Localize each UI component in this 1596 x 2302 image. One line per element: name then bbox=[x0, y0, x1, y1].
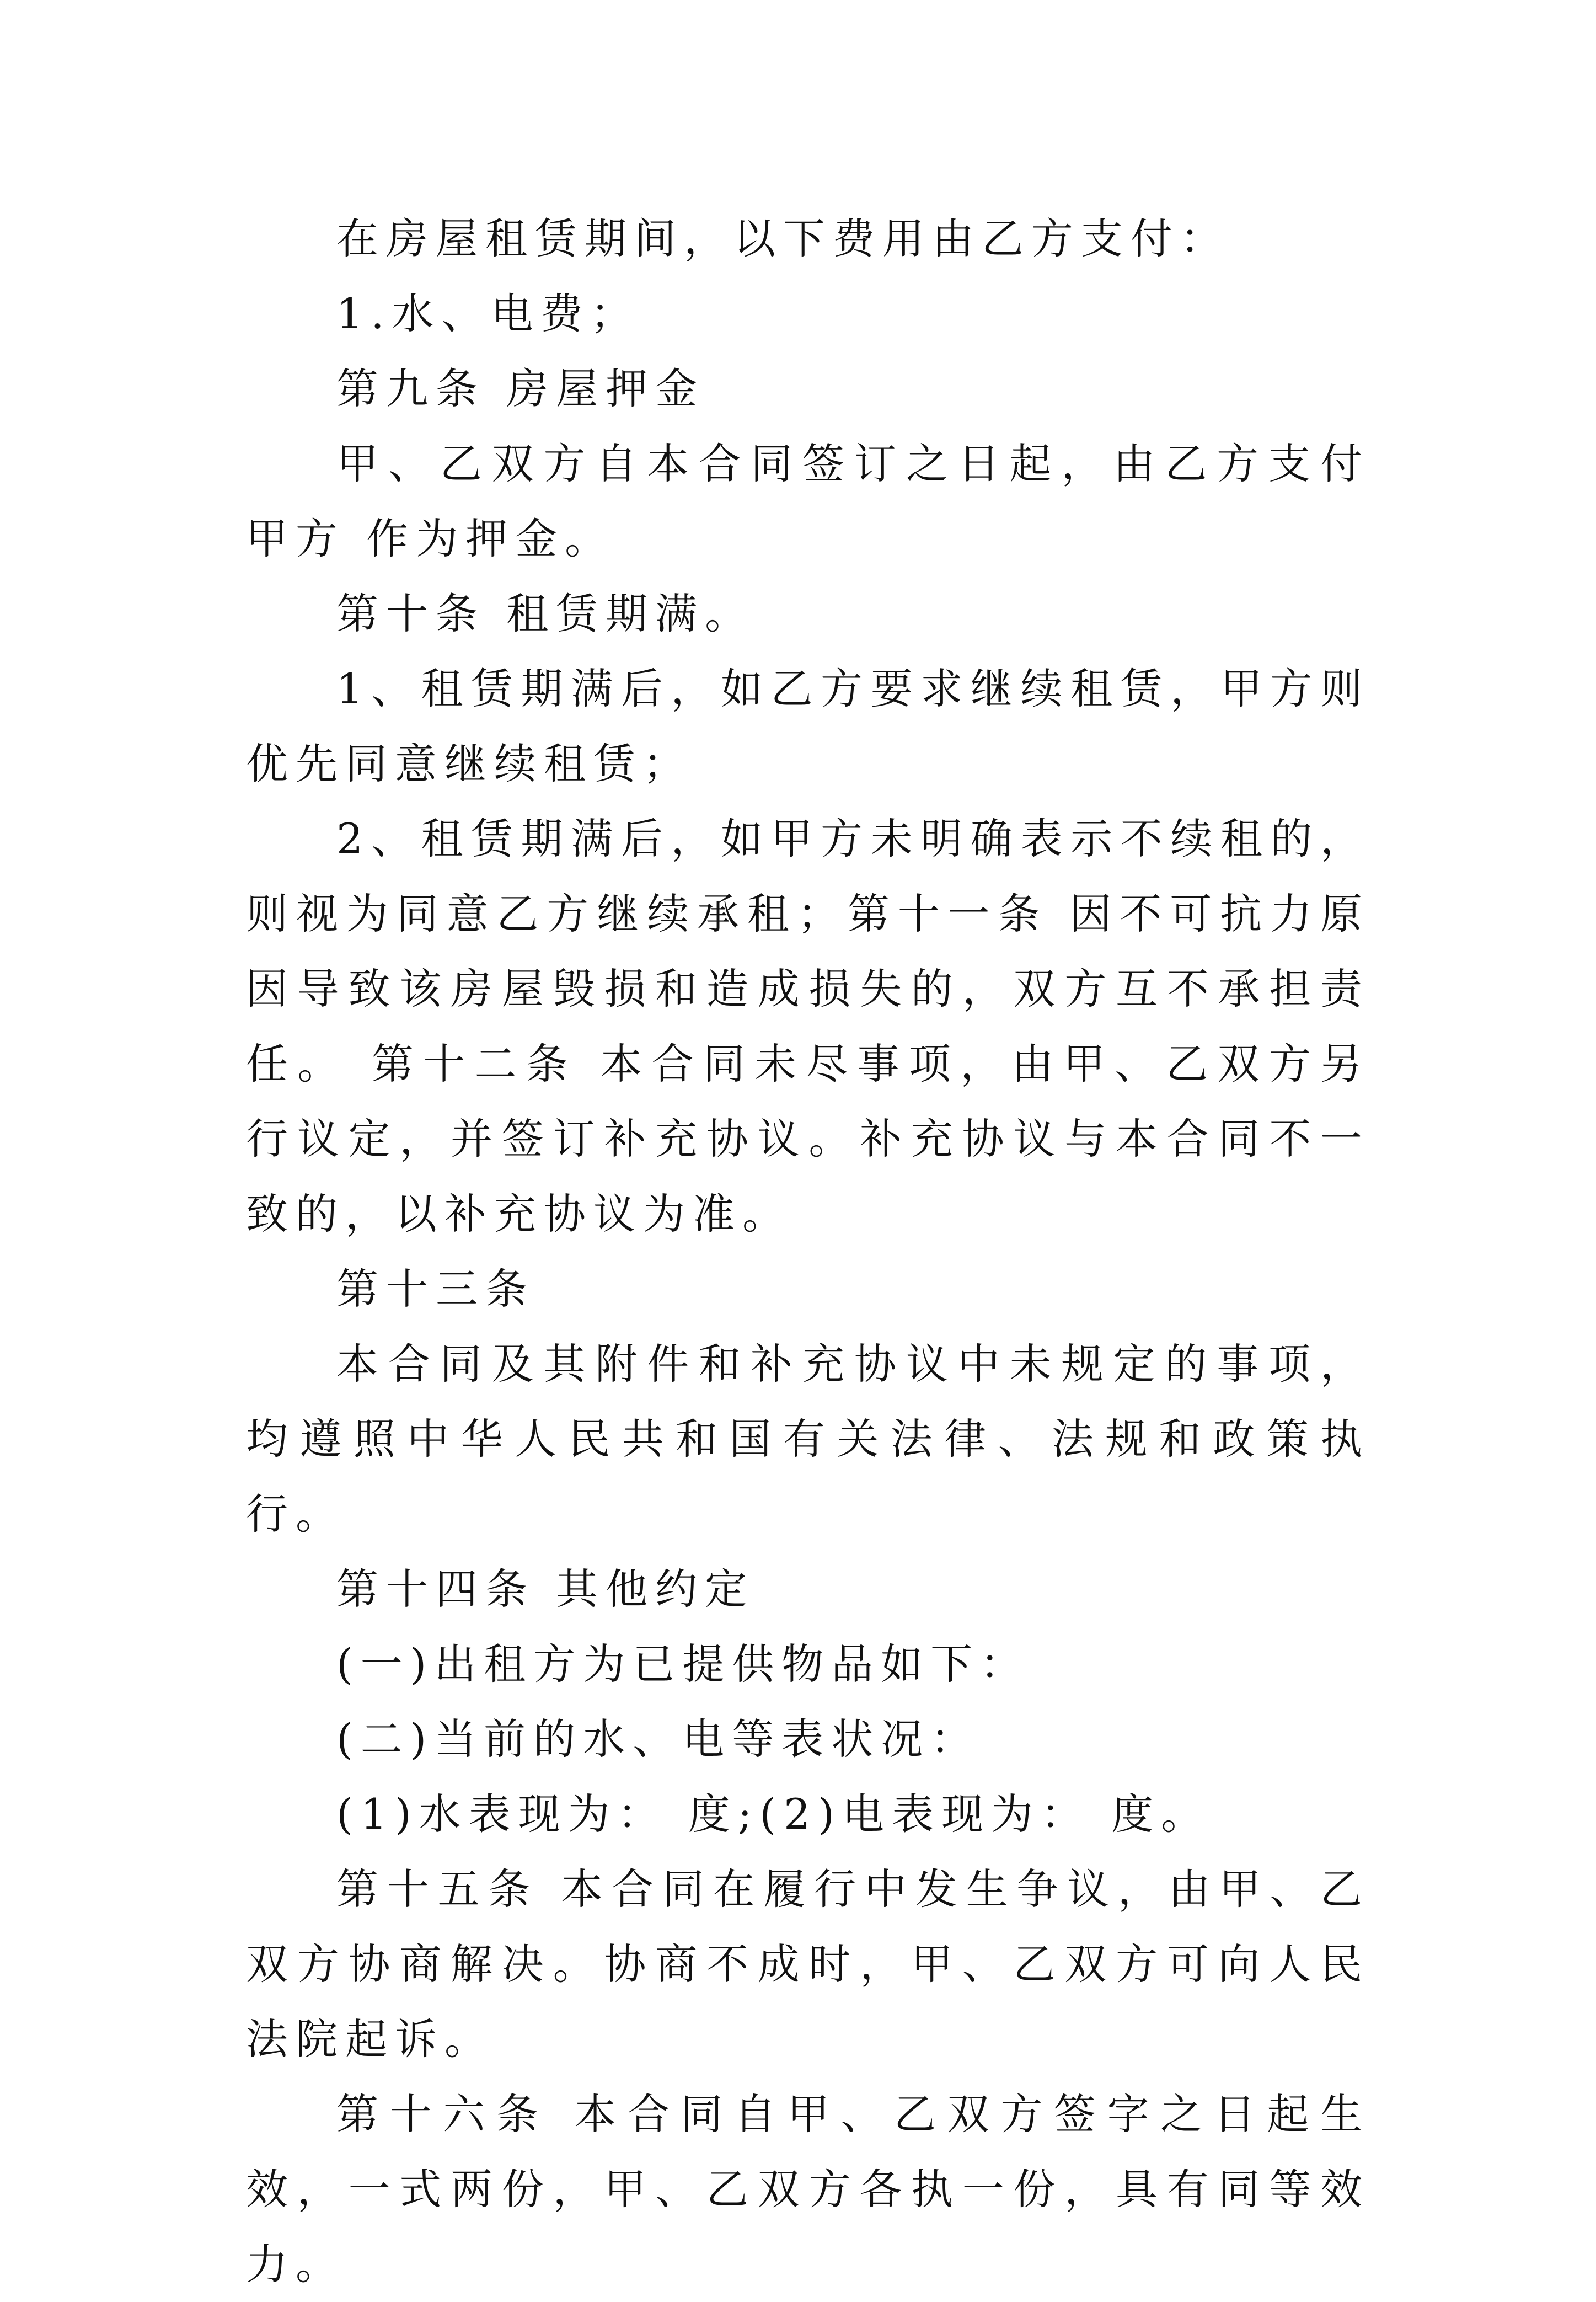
article-9-heading: 第九条 房屋押金 bbox=[336, 364, 705, 413]
paragraph-meter-status: (二)当前的水、电等表状况： bbox=[336, 1715, 981, 1764]
article-15-dispute: 第十五条 本合同在履行中发生争议，由甲、乙双方协商解决。协商不成时，甲、乙双方可向人民法院起诉。 bbox=[246, 1865, 1370, 2064]
document-body bbox=[246, 201, 1370, 2302]
article-16-effective: 第十六条 本合同自甲、乙双方签字之日起生效，一式两份，甲、乙双方各执一份，具有同等效力。 bbox=[246, 2090, 1370, 2289]
paragraph-fees-intro: 在房屋租赁期间，以下费用由乙方支付： bbox=[336, 214, 1230, 263]
article-13-heading: 第十三条 bbox=[336, 1264, 535, 1313]
article-14-heading: 第十四条 其他约定 bbox=[336, 1564, 755, 1614]
paragraph-water-electricity: 1.水、电费； bbox=[336, 289, 640, 338]
paragraph-applicable-law: 本合同及其附件和补充协议中未规定的事项，均遵照中华人民共和国有关法律、法规和政策执行。 bbox=[246, 1339, 1370, 1539]
article-10-heading: 第十条 租赁期满。 bbox=[336, 589, 755, 638]
paragraph-renewal-1: 1、租赁期满后，如乙方要求继续租赁，甲方则优先同意继续租赁； bbox=[246, 664, 1370, 788]
paragraph-meter-readings: (1)水表现为： 度;(2)电表现为： 度。 bbox=[336, 1790, 1211, 1839]
paragraph-renewal-2: 2、租赁期满后，如甲方未明确表示不续租的，则视为同意乙方继续承租；第十一条 因不可抗力原因导致该房屋毁损和造成损失的，双方互不承担责任。 第十二条 本合同未尽事项，由甲、乙双方另行议定，并签订补充协议。补充协议与本合同不一致的，以补充协议为准。 bbox=[246, 814, 1370, 1238]
paragraph-deposit: 甲、乙双方自本合同签订之日起，由乙方支付甲方 作为押金。 bbox=[246, 439, 1370, 563]
paragraph-items-provided: (一)出租方为已提供物品如下： bbox=[336, 1639, 1030, 1689]
